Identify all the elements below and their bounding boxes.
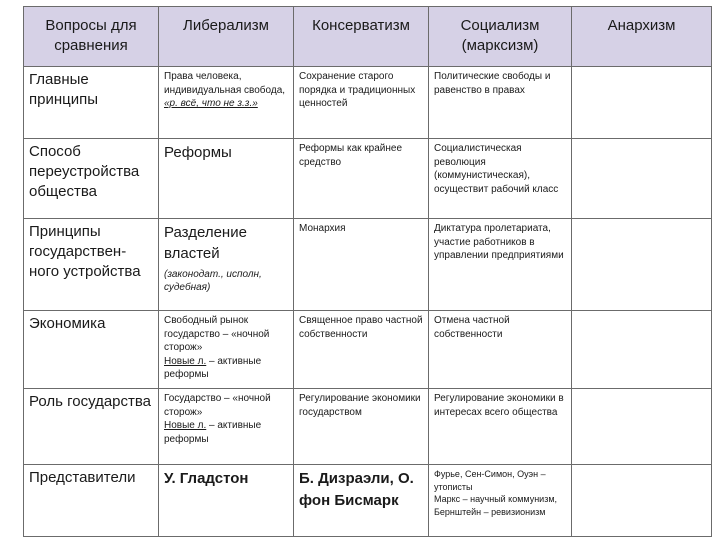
cell-liberalism: Государство – «ночной сторож» Новые л. – активные реформы — [159, 389, 294, 465]
cell-conservatism: Сохранение старого порядка и традиционных ценностей — [294, 67, 429, 139]
cell-socialism: Регулирование экономики в интересах всего общества — [429, 389, 572, 465]
cell-liberalism: Реформы — [159, 139, 294, 219]
header-socialism: Социализм (марксизм) — [429, 7, 572, 67]
row-label: Главные принципы — [24, 67, 159, 139]
table-row — [24, 219, 712, 311]
cell-anarchism — [572, 67, 712, 139]
cell-conservatism: Реформы как крайнее средство — [294, 139, 429, 219]
row-label: Экономика — [24, 311, 159, 389]
table-row — [24, 389, 712, 465]
cell-socialism: Социалистическая революция (коммунистическая), осуществит рабочий класс — [429, 139, 572, 219]
row-label: Способ переустройства общества — [24, 139, 159, 219]
header-anarchism: Анархизм — [572, 7, 712, 67]
row-label: Роль государства — [24, 389, 159, 465]
header-conservatism: Консерватизм — [294, 7, 429, 67]
cell-socialism: Диктатура пролетариата, участие работников в управлении предприятиями — [429, 219, 572, 311]
cell-anarchism — [572, 389, 712, 465]
cell-anarchism — [572, 219, 712, 311]
cell-conservatism: Священное право частной собственности — [294, 311, 429, 389]
cell-socialism: Отмена частной собственности — [429, 311, 572, 389]
cell-liberalism: У. Гладстон — [159, 465, 294, 537]
row-label: Принципы государствен-ного устройства — [24, 219, 159, 311]
header-questions: Вопросы для сравнения — [24, 7, 159, 67]
cell-conservatism: Монархия — [294, 219, 429, 311]
cell-liberalism: Разделение властей (законодат., исполн, судебная) — [159, 219, 294, 311]
table-row — [24, 311, 712, 389]
header-row — [24, 7, 712, 67]
cell-socialism: Политические свободы и равенство в правах — [429, 67, 572, 139]
header-liberalism: Либерализм — [159, 7, 294, 67]
cell-anarchism — [572, 465, 712, 537]
row-label: Представители — [24, 465, 159, 537]
cell-conservatism: Регулирование экономики государством — [294, 389, 429, 465]
cell-anarchism — [572, 139, 712, 219]
cell-socialism: Фурье, Сен-Симон, Оуэн – утописты Маркс – научный коммунизм, Бернштейн – ревизионизм — [429, 465, 572, 537]
table-row — [24, 465, 712, 537]
cell-conservatism: Б. Дизраэли, О. фон Бисмарк — [294, 465, 429, 537]
table-row — [24, 139, 712, 219]
table-row — [24, 67, 712, 139]
comparison-table — [23, 6, 712, 537]
cell-liberalism: Права человека, индивидуальная свобода, «р. всё, что не з.з.» — [159, 67, 294, 139]
cell-anarchism — [572, 311, 712, 389]
cell-liberalism: Свободный рынок государство – «ночной сторож» Новые л. – активные реформы — [159, 311, 294, 389]
